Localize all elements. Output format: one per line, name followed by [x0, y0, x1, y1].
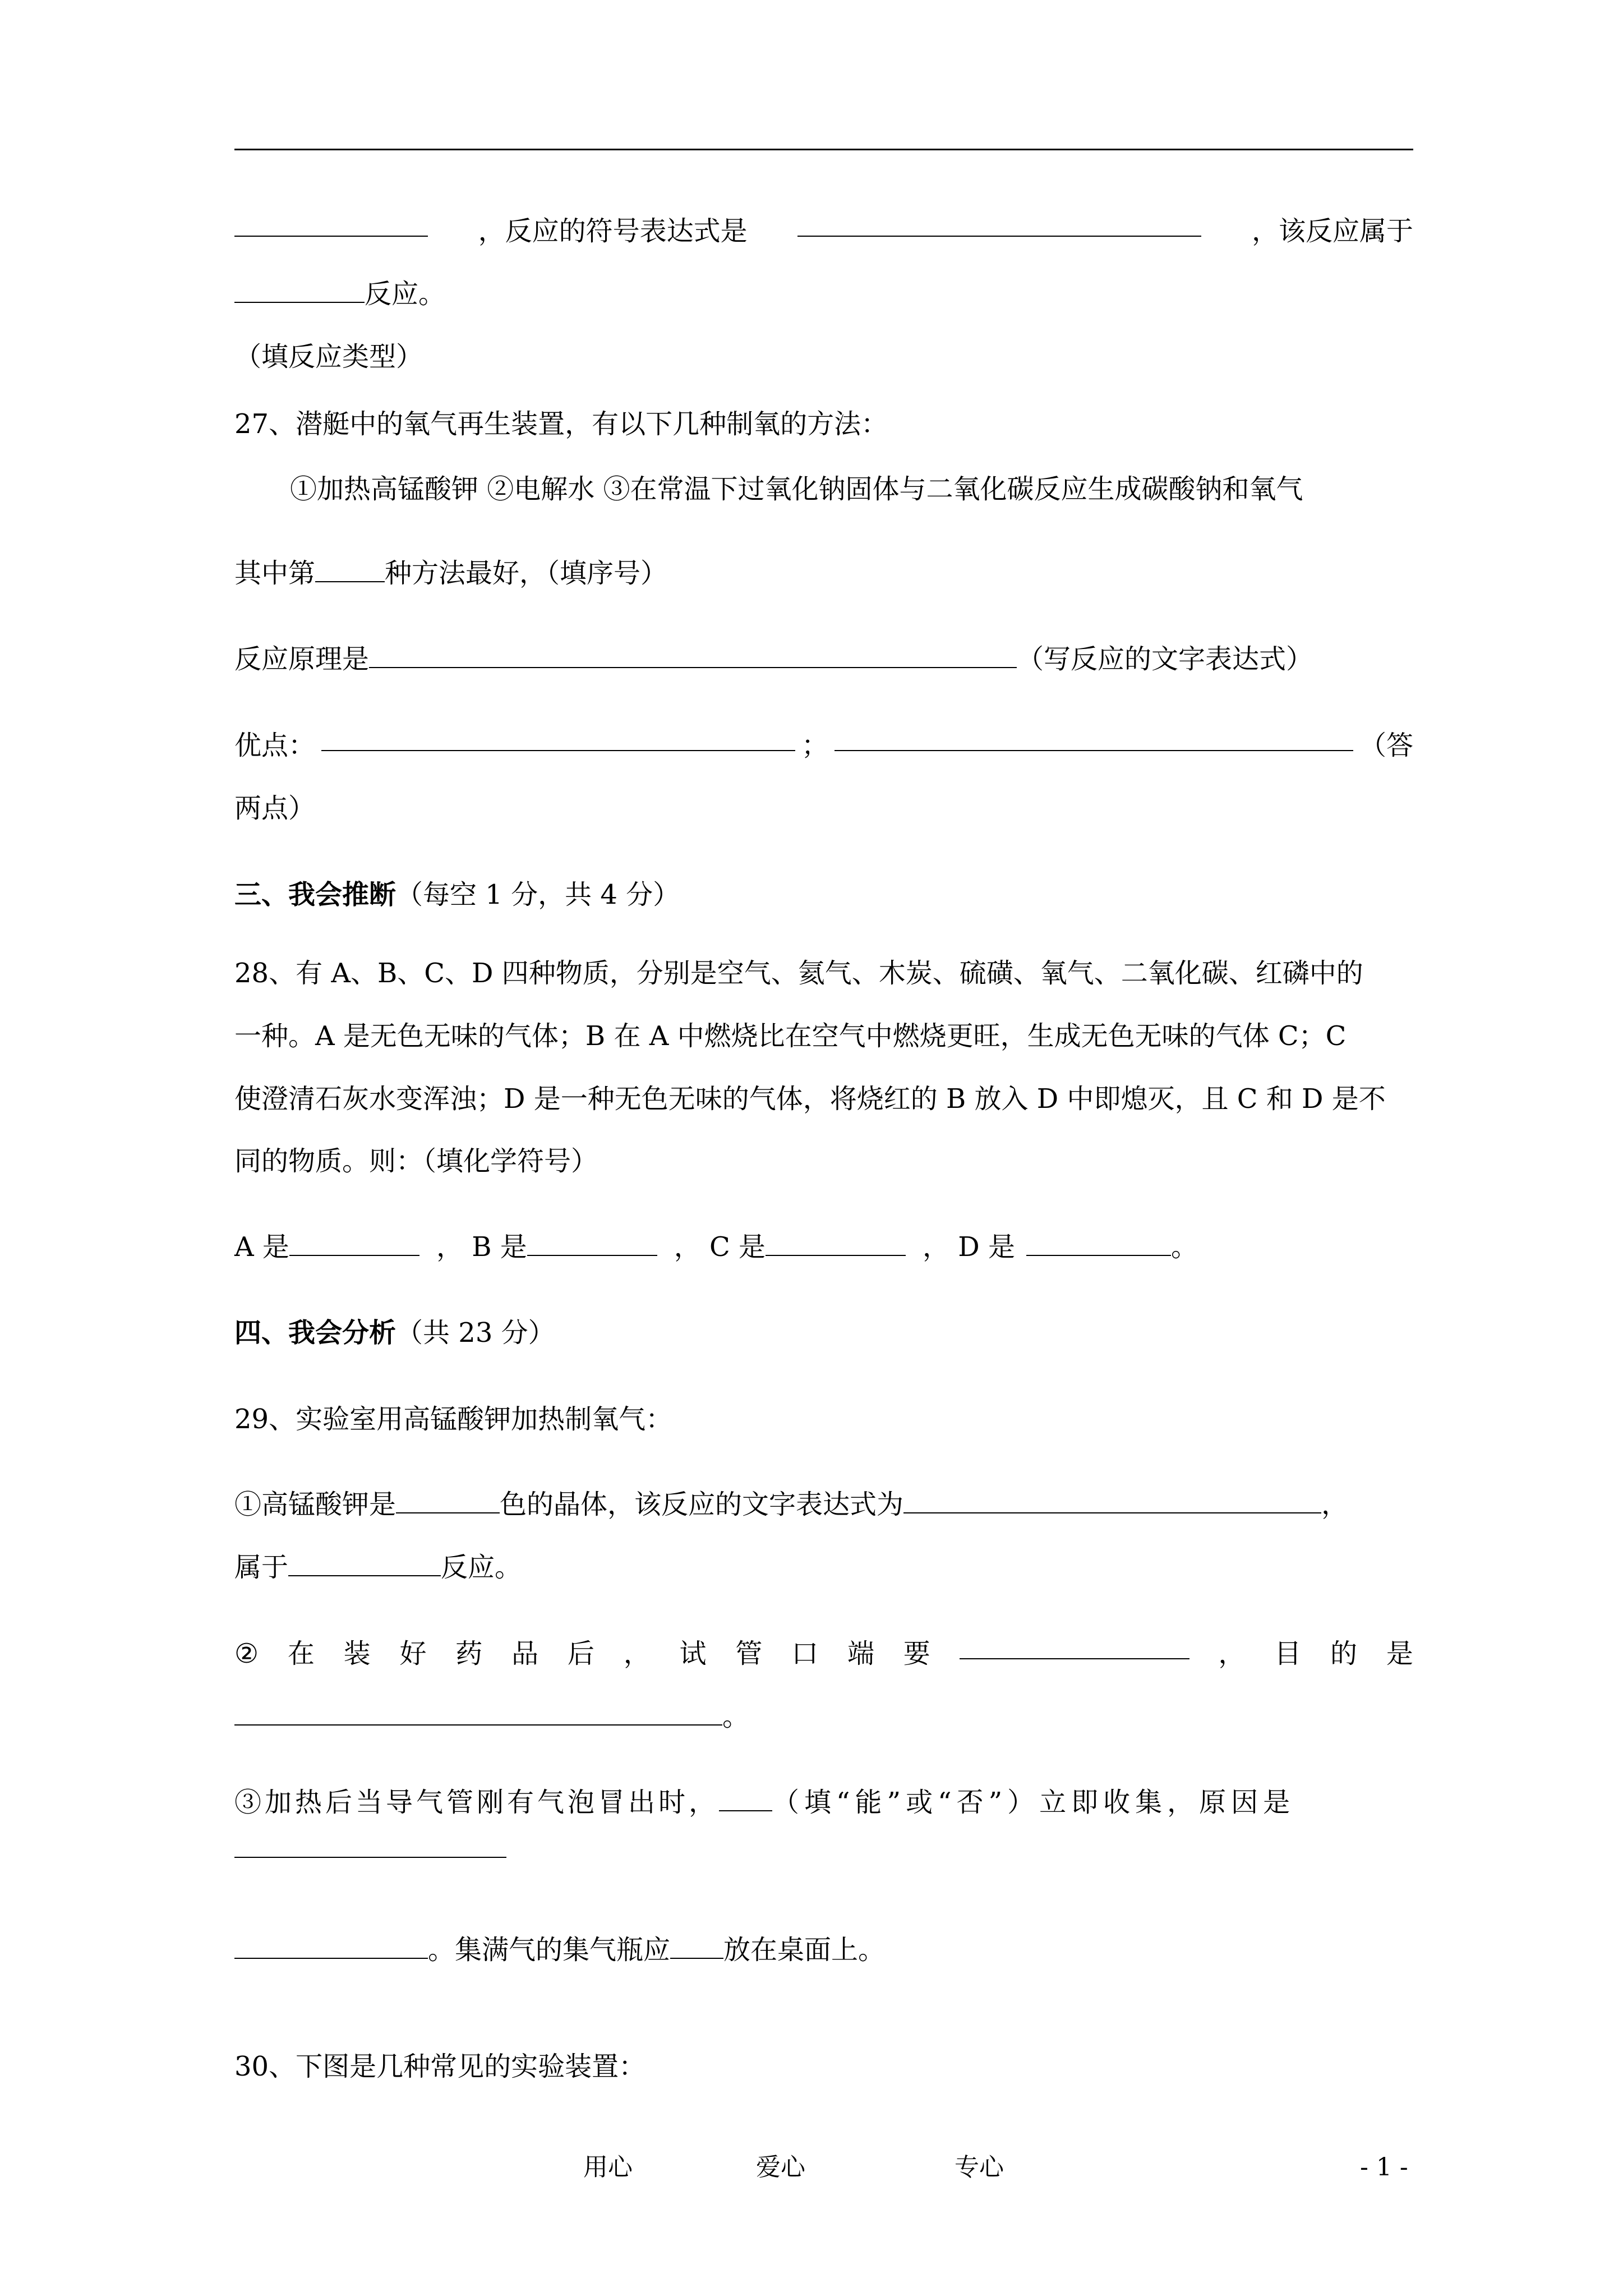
q27-principle-suffix: （写反应的文字表达式）	[1017, 643, 1313, 675]
q29-p2-char: ②	[234, 1638, 259, 1669]
q28-b-blank	[527, 1234, 657, 1256]
q29-p2-blank-2	[234, 1703, 722, 1726]
q27-choice-blank	[315, 560, 385, 582]
q27-adv-blank-1	[321, 729, 795, 751]
q29-p2-char: 端	[847, 1638, 874, 1669]
footer-item-1: 用心	[583, 2153, 633, 2182]
q27-choice-suffix: 种方法最好，（填序号）	[385, 558, 668, 589]
q29-part3-line2	[234, 1933, 1413, 1967]
q27-advantage-line	[234, 729, 1413, 762]
section3-heading	[234, 878, 1413, 912]
q29-p2-char: 口	[791, 1638, 819, 1669]
q29-p2-char: ，	[1218, 1638, 1246, 1669]
q29-p3-mid: （填“能”或“否”）立即收集，原因是	[772, 1787, 1295, 1818]
page-number: - 1 -	[1360, 2153, 1408, 2182]
q29-p1-blank-color	[396, 1491, 500, 1513]
header-rule	[234, 149, 1413, 150]
q26-blank-2	[797, 214, 1201, 237]
section3-note: （每空 1 分，共 4 分）	[396, 879, 680, 910]
q27-adv-sep: ；	[801, 730, 828, 761]
q26-line2-text: 反应。	[365, 278, 446, 310]
q29-p2-char: 管	[735, 1638, 763, 1669]
q29-stem: 29、实验室用高锰酸钾加热制氧气：	[234, 1404, 673, 1435]
q29-part1-line	[234, 1488, 1413, 1521]
q29-p3-line2-end: 放在桌面上。	[723, 1934, 886, 1966]
section4-title: 四、我会分析	[234, 1317, 396, 1349]
q28-b-label: ， B 是	[436, 1231, 527, 1263]
q30-stem: 30、下图是几种常见的实验装置：	[234, 2051, 646, 2082]
q29-p3-prefix: ③加热后当导气管刚有气泡冒出时，	[234, 1787, 720, 1818]
q29-p3-line2-mid: 。集满气的集气瓶应	[428, 1934, 671, 1966]
q29-part2-line	[234, 1637, 1413, 1671]
q28-line4: 同的物质。则：（填化学符号）	[234, 1145, 598, 1177]
q29-p2-char: 试	[679, 1638, 707, 1669]
footer-item-3: 专心	[955, 2153, 1004, 2182]
q29-part3-blank-line	[234, 1832, 1413, 1866]
q26-line2	[234, 277, 1413, 311]
q27-adv-prefix: 优点：	[234, 730, 316, 761]
q29-part3-line	[234, 1786, 1413, 1819]
q27-methods: ①加热高锰酸钾 ②电解水 ③在常温下过氧化钠固体与二氧化碳反应生成碳酸钠和氧气	[290, 473, 1303, 505]
q28-line3: 使澄清石灰水变浑浊；D 是一种无色无味的气体，将烧红的 B 放入 D 中即熄灭，且 C 和 D 是不	[234, 1083, 1386, 1115]
q28-a-label: A 是	[234, 1231, 289, 1263]
section4-heading	[234, 1316, 1413, 1350]
q28-line1: 28、有 A、B、C、D 四种物质，分别是空气、氦气、木炭、硫磺、氧气、二氧化碳、红磷中的	[234, 958, 1363, 989]
q27-adv-blank-2	[834, 729, 1353, 751]
q27-principle-blank	[369, 646, 1017, 668]
q29-p3-blank-2	[670, 1936, 723, 1959]
q29-p2-char: 品	[511, 1638, 539, 1669]
q26-end-text: ，该反应属于	[1251, 215, 1413, 247]
q26-mid-text: ，反应的符号表达式是	[478, 215, 748, 247]
q29-p2-char: 好	[399, 1638, 427, 1669]
q29-p2-char: 目	[1274, 1638, 1302, 1669]
q29-p2-char: ，	[623, 1638, 651, 1669]
q28-c-blank	[766, 1234, 906, 1256]
q27-stem: 27、潜艇中的氧气再生装置，有以下几种制氧的方法：	[234, 408, 888, 440]
q29-p2-char: 要	[903, 1638, 930, 1669]
q29-p2-char: 后	[567, 1638, 594, 1669]
q28-answer-line	[234, 1230, 1413, 1264]
q27-choice-prefix: 其中第	[234, 558, 316, 589]
q26-line3: （填反应类型）	[234, 341, 423, 372]
q26-line1	[234, 214, 1413, 248]
q29-p3-blank-1	[719, 1789, 772, 1811]
q28-a-blank	[289, 1234, 419, 1256]
q29-p2-char: 装	[343, 1638, 371, 1669]
q29-p1-line2-suffix: 反应。	[441, 1552, 522, 1583]
q27-principle-prefix: 反应原理是	[234, 643, 370, 675]
q29-p1-prefix: ①高锰酸钾是	[234, 1489, 396, 1520]
q28-d-blank	[1026, 1234, 1171, 1256]
q29-p1-end: ，	[1321, 1489, 1349, 1520]
q29-p2-char: 在	[287, 1638, 315, 1669]
q29-p3-blank-reason-2	[234, 1936, 428, 1959]
q27-principle-line	[234, 642, 1413, 676]
q28-c-label: ， C 是	[674, 1231, 766, 1263]
q29-p2-end: 。	[722, 1701, 750, 1732]
section4-note: （共 23 分）	[396, 1317, 555, 1349]
q28-line2: 一种。A 是无色无味的气体；B 在 A 中燃烧比在空气中燃烧更旺，生成无色无味的气体 C；C	[234, 1020, 1347, 1052]
q29-part2-line2	[234, 1700, 1413, 1733]
q29-p1-blank-type	[288, 1554, 441, 1576]
q29-p3-blank-reason-1	[234, 1835, 506, 1858]
q29-p1-line2-prefix: 属于	[234, 1552, 289, 1583]
q29-p2-char: 药	[455, 1638, 483, 1669]
q26-blank-3	[234, 280, 365, 303]
q29-p1-mid: 色的晶体，该反应的文字表达式为	[500, 1489, 904, 1520]
q29-p1-blank-equation	[903, 1491, 1321, 1513]
footer-item-2: 爱心	[756, 2153, 805, 2182]
q29-p2-blank-1	[960, 1637, 1189, 1659]
q28-d-label: ， D 是	[922, 1231, 1015, 1263]
q29-p2-char: 是	[1386, 1638, 1413, 1669]
q28-end: 。	[1171, 1231, 1198, 1263]
q27-adv-suffix: （答	[1359, 730, 1413, 761]
q29-p2-char: 的	[1330, 1638, 1358, 1669]
q27-adv-line2: 两点）	[234, 793, 316, 824]
q26-blank-1	[234, 214, 428, 237]
q27-choice-line	[234, 556, 1413, 590]
section3-title: 三、我会推断	[234, 879, 396, 910]
q29-part1-line2	[234, 1550, 1413, 1584]
